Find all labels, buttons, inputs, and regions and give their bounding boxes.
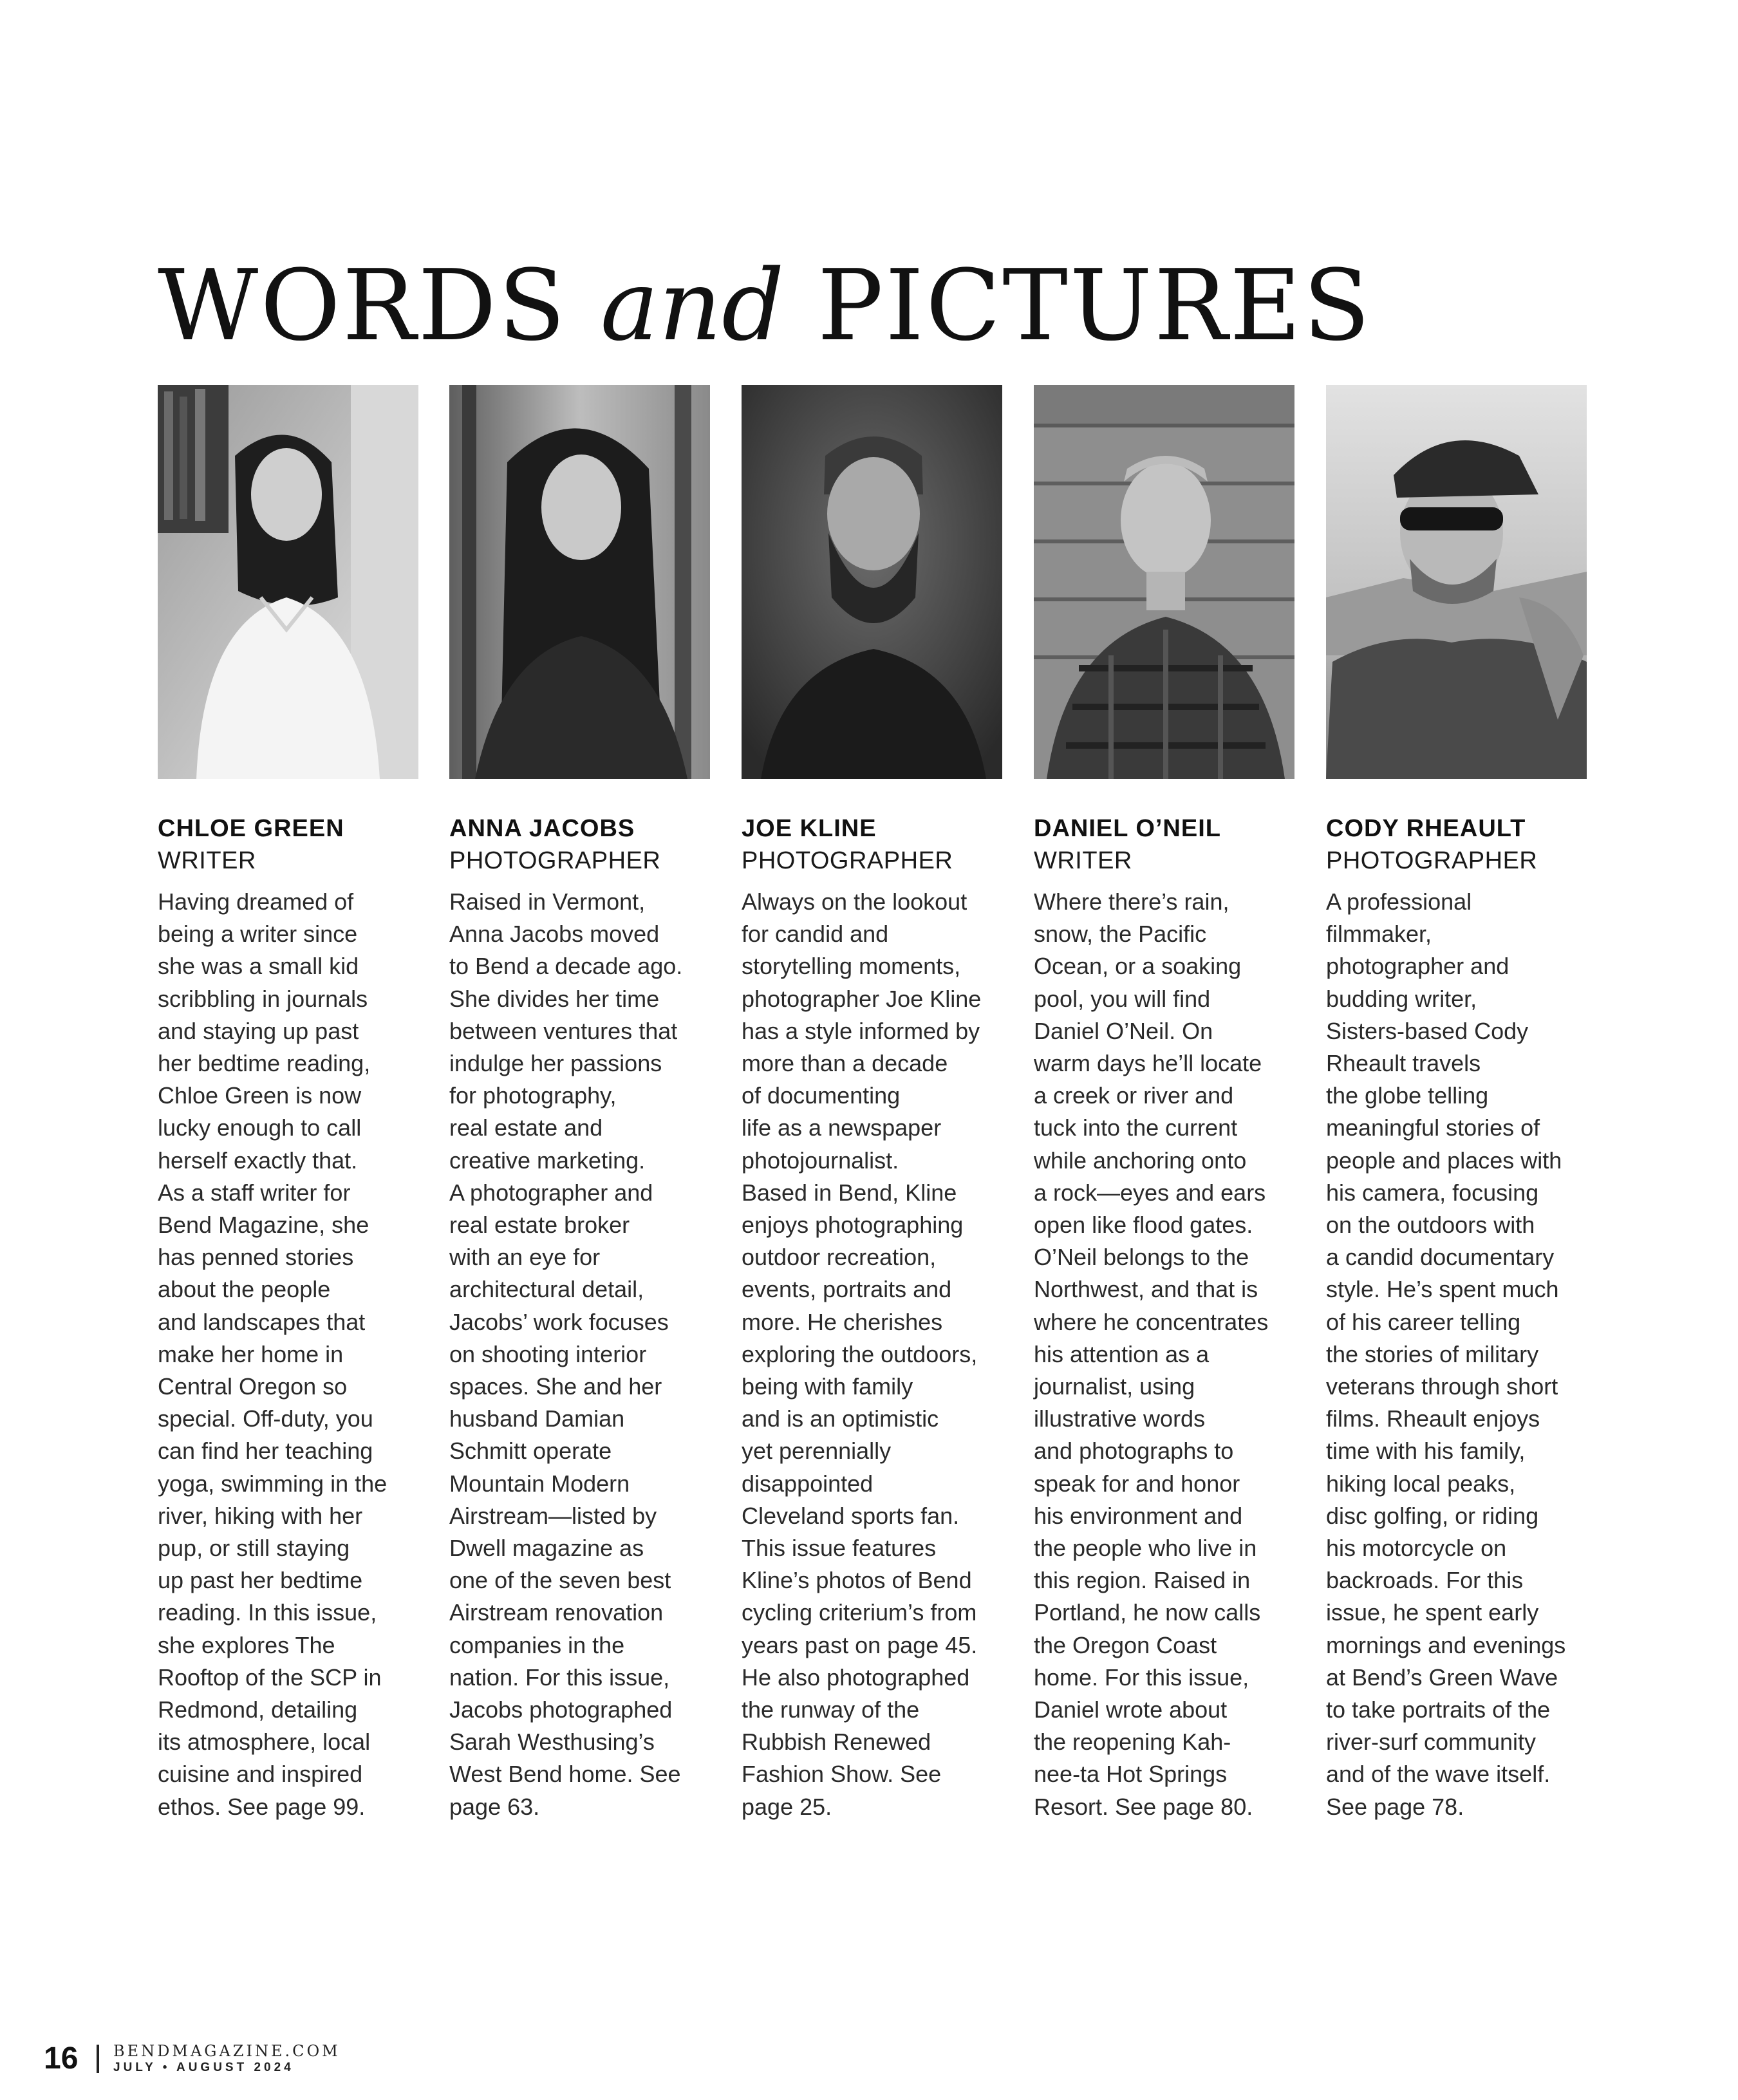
bio-line: nee-ta Hot Springs: [1034, 1761, 1228, 1788]
bio-line: and of the wave itself.: [1326, 1761, 1551, 1788]
bio-line: for candid and: [742, 921, 889, 948]
contributor-card-cody-rheault: [1326, 385, 1587, 1823]
bio-line: indulge her passions: [449, 1050, 662, 1077]
bio-line: page 25.: [742, 1793, 832, 1820]
bio-line: home. For this issue,: [1034, 1664, 1249, 1691]
portrait-photo: [1034, 385, 1294, 779]
bio-line: films. Rheault enjoys: [1326, 1405, 1540, 1432]
bio-line: Portland, he now calls: [1034, 1599, 1261, 1626]
contributor-photo: [449, 385, 710, 779]
contributor-photo: [1034, 385, 1294, 779]
bio-line: a candid documentary: [1326, 1244, 1555, 1271]
bio-line: this region. Raised in: [1034, 1567, 1251, 1594]
bio-line: on shooting interior: [449, 1340, 647, 1367]
bio-line: Jacobs photographed: [449, 1696, 673, 1723]
bio-line: storytelling moments,: [742, 953, 961, 980]
contributor-card-anna-jacobs: [449, 385, 710, 1823]
portrait-photo: [1326, 385, 1587, 779]
title-word-words: WORDS: [158, 248, 568, 362]
bio-line: more than a decade: [742, 1050, 948, 1077]
contributor-photo: [158, 385, 418, 779]
bio-line: Sisters-based Cody: [1326, 1017, 1529, 1044]
bio-line: Cleveland sports fan.: [742, 1502, 960, 1529]
bio-line: Schmitt operate: [449, 1438, 612, 1465]
bio-line: illustrative words: [1034, 1405, 1206, 1432]
bio-line: Raised in Vermont,: [449, 888, 646, 915]
bio-line: Where there’s rain,: [1034, 888, 1229, 915]
bio-line: As a staff writer for: [158, 1179, 351, 1206]
bio-line: has a style informed by: [742, 1017, 980, 1044]
bio-line: up past her bedtime: [158, 1567, 363, 1594]
bio-line: journalist, using: [1034, 1373, 1195, 1400]
bio-line: disappointed: [742, 1470, 874, 1497]
bio-line: between ventures that: [449, 1017, 678, 1044]
bio-line: spaces. She and her: [449, 1373, 662, 1400]
contributor-role: WRITER: [158, 847, 256, 874]
bio-line: Airstream renovation: [449, 1599, 664, 1626]
bio-line: budding writer,: [1326, 985, 1477, 1012]
bio-line: events, portraits and: [742, 1276, 952, 1303]
bio-line: the stories of military: [1326, 1340, 1539, 1367]
bio-line: photographer Joe Kline: [742, 985, 982, 1012]
bio-line: years past on page 45.: [742, 1631, 978, 1658]
bio-line: she explores The: [158, 1631, 335, 1658]
bio-line: one of the seven best: [449, 1567, 671, 1594]
title-word-pictures: PICTURES: [817, 248, 1372, 362]
bio-line: and photographs to: [1034, 1438, 1234, 1465]
bio-line: a creek or river and: [1034, 1082, 1234, 1109]
bio-line: make her home in: [158, 1340, 344, 1367]
bio-line: river, hiking with her: [158, 1502, 363, 1529]
bio-line: This issue features: [742, 1535, 937, 1562]
bio-line: a rock—eyes and ears: [1034, 1179, 1266, 1206]
bio-line: and landscapes that: [158, 1308, 366, 1335]
bio-line: lucky enough to call: [158, 1114, 362, 1141]
bio-line: ethos. See page 99.: [158, 1793, 366, 1820]
bio-line: photographer and: [1326, 953, 1509, 980]
bio-line: Northwest, and that is: [1034, 1276, 1258, 1303]
bio-line: its atmosphere, local: [158, 1729, 371, 1756]
title-word-and: and: [600, 248, 785, 362]
contributor-role: PHOTOGRAPHER: [1326, 847, 1538, 874]
bio-line: of his career telling: [1326, 1308, 1521, 1335]
contributor-bio: [158, 886, 418, 1823]
portrait-photo: [449, 385, 710, 779]
contributor-bio: [1326, 886, 1587, 1823]
bio-line: people and places with: [1326, 1147, 1562, 1174]
contributor-card-joe-kline: [742, 385, 1002, 1823]
bio-line: the runway of the: [742, 1696, 920, 1723]
bio-line: Ocean, or a soaking: [1034, 953, 1242, 980]
bio-line: pup, or still staying: [158, 1535, 350, 1562]
bio-line: Sarah Westhusing’s: [449, 1729, 655, 1756]
bio-line: meaningful stories of: [1326, 1114, 1540, 1141]
bio-line: O’Neil belongs to the: [1034, 1244, 1249, 1271]
bio-line: backroads. For this: [1326, 1567, 1524, 1594]
bio-line: He also photographed: [742, 1664, 970, 1691]
bio-line: page 63.: [449, 1793, 540, 1820]
bio-line: Rubbish Renewed: [742, 1729, 931, 1756]
bio-line: Kline’s photos of Bend: [742, 1567, 972, 1594]
contributor-role: WRITER: [1034, 847, 1132, 874]
footer-issue: JULY • AUGUST 2024: [113, 2061, 294, 2074]
bio-line: being a writer since: [158, 921, 358, 948]
bio-line: cycling criterium’s from: [742, 1599, 977, 1626]
bio-line: Chloe Green is now: [158, 1082, 362, 1109]
bio-line: life as a newspaper: [742, 1114, 942, 1141]
bio-line: speak for and honor: [1034, 1470, 1240, 1497]
bio-line: warm days he’ll locate: [1034, 1050, 1262, 1077]
bio-line: Always on the lookout: [742, 888, 967, 915]
bio-line: the people who live in: [1034, 1535, 1257, 1562]
bio-line: about the people: [158, 1276, 331, 1303]
contributor-name: CHLOE GREEN: [158, 815, 344, 842]
bio-line: Fashion Show. See: [742, 1761, 942, 1788]
bio-line: and staying up past: [158, 1017, 359, 1044]
bio-line: Daniel O’Neil. On: [1034, 1017, 1213, 1044]
contributor-name: DANIEL O’NEIL: [1034, 815, 1221, 842]
bio-line: outdoor recreation,: [742, 1244, 937, 1271]
bio-line: reading. In this issue,: [158, 1599, 377, 1626]
bio-line: filmmaker,: [1326, 921, 1432, 948]
bio-line: Bend Magazine, she: [158, 1212, 369, 1239]
bio-line: Rooftop of the SCP in: [158, 1664, 382, 1691]
bio-line: special. Off-duty, you: [158, 1405, 373, 1432]
bio-line: Mountain Modern: [449, 1470, 630, 1497]
bio-line: open like flood gates.: [1034, 1212, 1253, 1239]
bio-line: the Oregon Coast: [1034, 1631, 1217, 1658]
contributor-bio: [449, 886, 710, 1823]
contributor-card-chloe-green: [158, 385, 418, 1823]
bio-line: See page 78.: [1326, 1793, 1464, 1820]
bio-line: Airstream—listed by: [449, 1502, 657, 1529]
bio-line: for photography,: [449, 1082, 617, 1109]
page-title: [158, 248, 1372, 364]
bio-line: being with family: [742, 1373, 913, 1400]
bio-line: yet perennially: [742, 1438, 892, 1465]
bio-line: exploring the outdoors,: [742, 1340, 978, 1367]
bio-line: cuisine and inspired: [158, 1761, 363, 1788]
bio-line: A professional: [1326, 888, 1472, 915]
bio-line: enjoys photographing: [742, 1212, 964, 1239]
bio-line: pool, you will find: [1034, 985, 1211, 1012]
bio-line: to Bend a decade ago.: [449, 953, 683, 980]
bio-line: the globe telling: [1326, 1082, 1489, 1109]
bio-line: Having dreamed of: [158, 888, 354, 915]
contributor-role: PHOTOGRAPHER: [742, 847, 953, 874]
footer-divider: [97, 2045, 99, 2073]
bio-line: can find her teaching: [158, 1438, 373, 1465]
bio-line: nation. For this issue,: [449, 1664, 670, 1691]
bio-line: yoga, swimming in the: [158, 1470, 388, 1497]
bio-line: architectural detail,: [449, 1276, 644, 1303]
contributor-name: JOE KLINE: [742, 815, 877, 842]
contributor-photo: [742, 385, 1002, 779]
bio-line: more. He cherishes: [742, 1308, 943, 1335]
bio-line: time with his family,: [1326, 1438, 1526, 1465]
bio-line: of documenting: [742, 1082, 901, 1109]
bio-line: and is an optimistic: [742, 1405, 939, 1432]
bio-line: real estate broker: [449, 1212, 630, 1239]
bio-line: real estate and: [449, 1114, 603, 1141]
bio-line: West Bend home. See: [449, 1761, 681, 1788]
bio-line: his attention as a: [1034, 1340, 1210, 1367]
contributor-name: CODY RHEAULT: [1326, 815, 1526, 842]
bio-line: has penned stories: [158, 1244, 354, 1271]
bio-line: with an eye for: [449, 1244, 601, 1271]
portrait-photo: [742, 385, 1002, 779]
bio-line: on the outdoors with: [1326, 1212, 1535, 1239]
bio-line: photojournalist.: [742, 1147, 899, 1174]
bio-line: she was a small kid: [158, 953, 359, 980]
bio-line: companies in the: [449, 1631, 625, 1658]
portrait-photo: [158, 385, 418, 779]
bio-line: Based in Bend, Kline: [742, 1179, 957, 1206]
bio-line: his camera, focusing: [1326, 1179, 1539, 1206]
bio-line: Central Oregon so: [158, 1373, 348, 1400]
bio-line: Daniel wrote about: [1034, 1696, 1228, 1723]
bio-line: his motorcycle on: [1326, 1535, 1507, 1562]
bio-line: She divides her time: [449, 985, 660, 1012]
contributor-card-daniel-oneil: [1034, 385, 1294, 1823]
bio-line: Anna Jacobs moved: [449, 921, 660, 948]
page-number: 16: [44, 2041, 79, 2076]
contributor-name: ANNA JACOBS: [449, 815, 635, 842]
contributor-bio: [1034, 886, 1294, 1823]
bio-line: scribbling in journals: [158, 985, 368, 1012]
contributor-bio: [742, 886, 1002, 1823]
bio-line: tuck into the current: [1034, 1114, 1238, 1141]
bio-line: river-surf community: [1326, 1729, 1537, 1756]
bio-line: veterans through short: [1326, 1373, 1558, 1400]
bio-line: Redmond, detailing: [158, 1696, 358, 1723]
contributor-photo: [1326, 385, 1587, 779]
bio-line: issue, he spent early: [1326, 1599, 1539, 1626]
bio-line: to take portraits of the: [1326, 1696, 1551, 1723]
bio-line: where he concentrates: [1034, 1308, 1269, 1335]
bio-line: mornings and evenings: [1326, 1631, 1566, 1658]
bio-line: A photographer and: [449, 1179, 653, 1206]
bio-line: style. He’s spent much: [1326, 1276, 1559, 1303]
footer-site: BENDMAGAZINE.COM: [113, 2042, 341, 2060]
bio-line: Jacobs’ work focuses: [449, 1308, 669, 1335]
bio-line: husband Damian: [449, 1405, 625, 1432]
bio-line: the reopening Kah-: [1034, 1729, 1231, 1756]
bio-line: at Bend’s Green Wave: [1326, 1664, 1558, 1691]
bio-line: disc golfing, or riding: [1326, 1502, 1539, 1529]
contributor-role: PHOTOGRAPHER: [449, 847, 661, 874]
bio-line: Dwell magazine as: [449, 1535, 644, 1562]
bio-line: hiking local peaks,: [1326, 1470, 1516, 1497]
bio-line: herself exactly that.: [158, 1147, 358, 1174]
bio-line: Resort. See page 80.: [1034, 1793, 1253, 1820]
bio-line: snow, the Pacific: [1034, 921, 1207, 948]
bio-line: his environment and: [1034, 1502, 1243, 1529]
bio-line: creative marketing.: [449, 1147, 646, 1174]
bio-line: her bedtime reading,: [158, 1050, 371, 1077]
bio-line: Rheault travels: [1326, 1050, 1481, 1077]
bio-line: while anchoring onto: [1034, 1147, 1247, 1174]
